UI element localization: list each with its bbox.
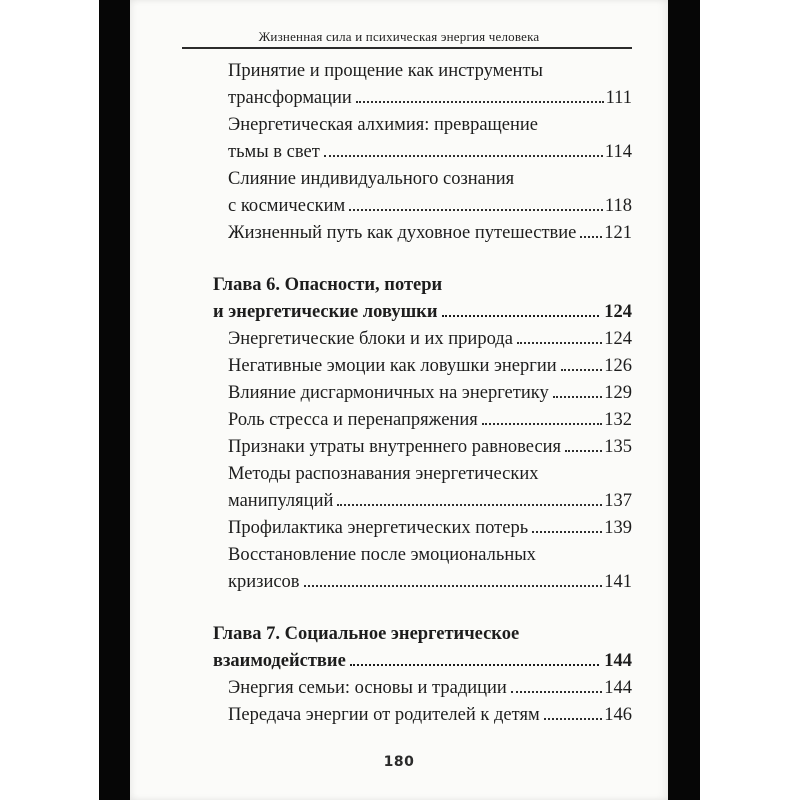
toc-entry-line: [213, 326, 632, 353]
toc-chapter-line: [213, 299, 632, 326]
toc-entry-text: Принятие и прощение как инструменты: [228, 61, 543, 81]
toc-entry-text: Методы распознавания энергетических: [228, 464, 539, 484]
toc-entry-line: [213, 515, 632, 542]
dot-leader: [544, 718, 603, 720]
toc-entry-text: кризисов: [228, 572, 300, 592]
toc-page-number: 139: [604, 518, 632, 538]
toc-page-number: 126: [604, 356, 632, 376]
toc-entry-line: [213, 112, 632, 139]
toc-entry-line: [213, 166, 632, 193]
book-page: [130, 0, 668, 800]
toc-chapter-line: [213, 272, 632, 299]
toc-list: [130, 58, 668, 729]
dot-leader: [532, 531, 602, 533]
toc-entry-text: Глава 7. Социальное энергетическое: [213, 624, 520, 644]
toc-entry-line: [213, 85, 632, 112]
dot-leader: [482, 423, 603, 425]
toc-entry-line: [213, 407, 632, 434]
toc-page-number: 129: [604, 383, 632, 403]
dot-leader: [517, 342, 602, 344]
toc-entry-line: [213, 542, 632, 569]
toc-entry-text: манипуляций: [228, 491, 334, 511]
dot-leader: [350, 664, 599, 666]
toc-page-number: 124: [604, 329, 632, 349]
toc-page-number: 141: [604, 572, 632, 592]
toc-entry-line: [213, 193, 632, 220]
toc-page-number: 121: [604, 223, 632, 243]
toc-page-number: 118: [604, 196, 632, 216]
toc-page-number: 111: [605, 88, 632, 108]
toc-entry-text: тьмы в свет: [228, 142, 320, 162]
toc-entry-text: Признаки утраты внутреннего равновесия: [228, 437, 562, 457]
toc-page-number: 132: [604, 410, 632, 430]
dot-leader: [561, 369, 603, 371]
photo-background-left: [99, 0, 130, 800]
toc-entry-line: [213, 58, 632, 85]
dot-leader: [356, 101, 604, 103]
toc-entry-text: с космическим: [228, 196, 346, 216]
dot-leader: [511, 691, 602, 693]
header-rule: [182, 47, 632, 49]
toc-entry-line: [213, 702, 632, 729]
toc-page-number: 144: [604, 651, 632, 671]
toc-entry-text: трансформации: [228, 88, 352, 108]
running-header: [130, 0, 668, 49]
toc-entry-line: [213, 380, 632, 407]
toc-entry-text: Энергетические блоки и их природа: [228, 329, 513, 349]
photo-background-right: [668, 0, 700, 800]
dot-leader: [349, 209, 603, 211]
toc-entry-text: Слияние индивидуального сознания: [228, 169, 515, 189]
toc-page-number: 144: [604, 678, 632, 698]
toc-entry-line: [213, 488, 632, 515]
toc-entry-text: Энергетическая алхимия: превращение: [228, 115, 539, 135]
toc-chapter-line: [213, 621, 632, 648]
toc-entry-line: [213, 353, 632, 380]
toc-entry-line: [213, 434, 632, 461]
toc-entry-line: [213, 461, 632, 488]
toc-entry-text: Профилактика энергетических потерь: [228, 518, 529, 538]
toc-chapter-line: [213, 648, 632, 675]
toc-entry-text: Негативные эмоции как ловушки энергии: [228, 356, 557, 376]
toc-page-number: 146: [604, 705, 632, 725]
toc-entry-text: взаимодействие: [213, 651, 346, 671]
dot-leader: [324, 155, 603, 157]
dot-leader: [580, 236, 602, 238]
toc-entry-text: и энергетические ловушки: [213, 302, 438, 322]
toc-page-number: 124: [604, 302, 632, 322]
toc-entry-text: Влияние дисгармоничных на энергетику: [228, 383, 549, 403]
toc-entry-line: [213, 139, 632, 166]
toc-entry-text: Энергия семьи: основы и традиции: [228, 678, 507, 698]
toc-page-number: 135: [604, 437, 632, 457]
page-number: 180: [383, 754, 415, 770]
toc-entry-text: Восстановление после эмоциональных: [228, 545, 536, 565]
toc-entry-text: Роль стресса и перенапряжения: [228, 410, 478, 430]
toc-entry-line: [213, 220, 632, 247]
toc-entry-line: [213, 569, 632, 596]
dot-leader: [304, 585, 603, 587]
running-header-title: Жизненная сила и психическая энергия человека: [258, 29, 540, 44]
dot-leader: [553, 396, 603, 398]
toc-entry-line: [213, 675, 632, 702]
toc-page-number: 137: [604, 491, 632, 511]
dot-leader: [337, 504, 602, 506]
toc-entry-text: Глава 6. Опасности, потери: [213, 275, 443, 295]
toc-entry-text: Передача энергии от родителей к детям: [228, 705, 540, 725]
dot-leader: [565, 450, 602, 452]
dot-leader: [442, 315, 600, 317]
toc-page-number: 114: [604, 142, 632, 162]
toc-entry-text: Жизненный путь как духовное путешествие: [228, 223, 577, 243]
